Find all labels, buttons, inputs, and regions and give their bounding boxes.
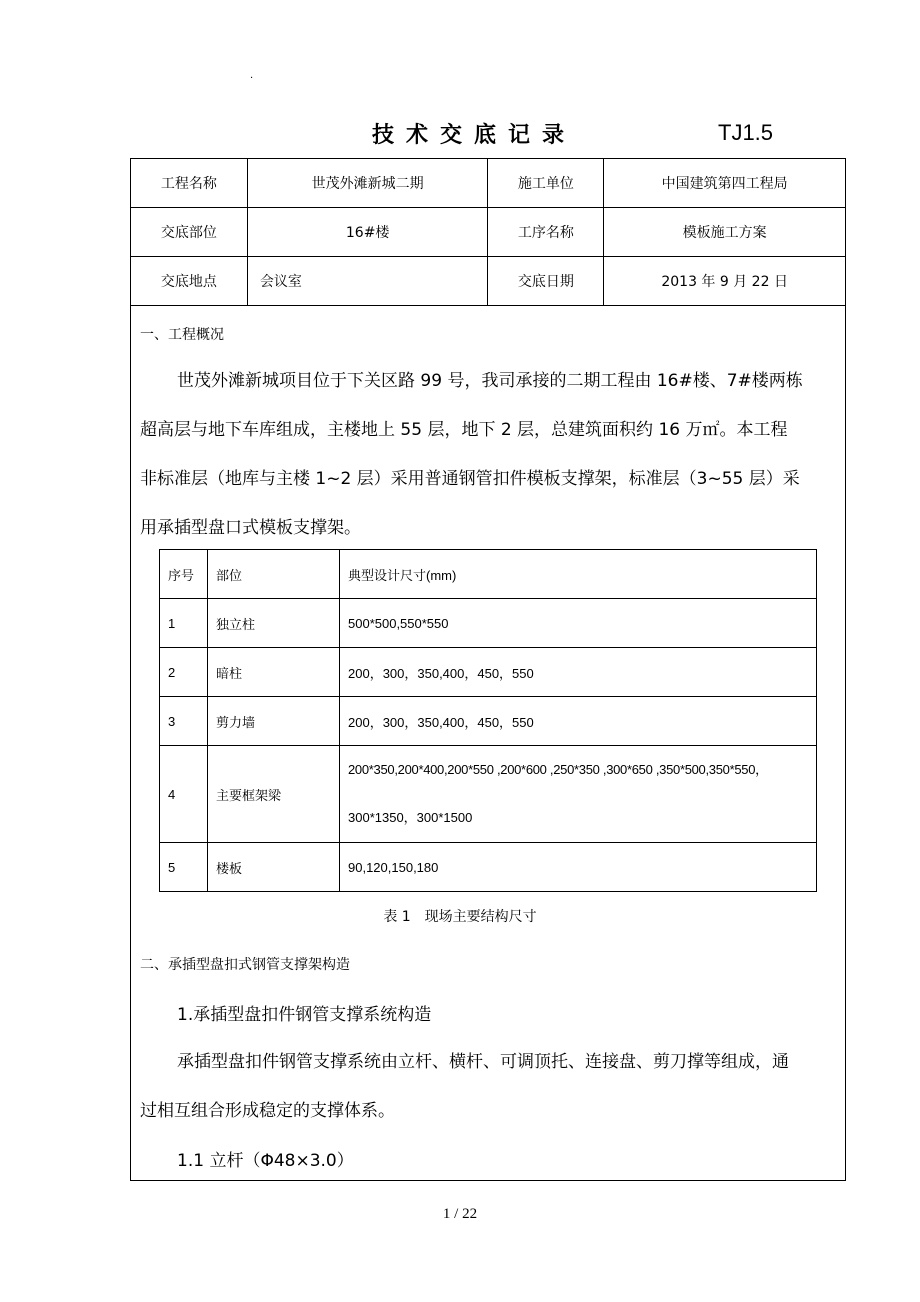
row-size: 500*500,550*550 xyxy=(340,599,817,648)
row-no: 4 xyxy=(160,746,208,843)
row-part: 主要框架梁 xyxy=(208,746,340,843)
title-row xyxy=(0,118,920,158)
contractor-label: 施工单位 xyxy=(488,159,604,208)
row-size: 200，300，350,400，450，550 xyxy=(340,648,817,697)
location-value: 会议室 xyxy=(247,257,488,306)
table-row xyxy=(160,843,817,892)
beam-size-line: 200*350,200*400,200*550 ,200*600 ,250*350 ,300*650 ,350*500,350*550， xyxy=(348,762,768,777)
row-part: 楼板 xyxy=(208,843,340,892)
subsection-heading-1-1: 1.1 立杆（Φ48×3.0） xyxy=(177,1151,354,1171)
beam-size-line: 300*1350，300*1500 xyxy=(348,810,473,825)
part-value: 16#楼 xyxy=(247,208,488,257)
date-value: 2013 年 9 月 22 日 xyxy=(604,257,846,306)
section2-heading: 二、承插型盘扣式钢管支撑架构造 xyxy=(140,957,350,973)
row-no: 3 xyxy=(160,697,208,746)
paragraph-line: 超高层与地下车库组成，主楼地上 55 层，地下 2 层，总建筑面积约 16 万㎡。本工程 xyxy=(140,420,788,440)
document-title: 技术交底记录 xyxy=(372,123,577,148)
document-code: TJ1.5 xyxy=(718,120,774,145)
date-label: 交底日期 xyxy=(488,257,604,306)
contractor-value: 中国建筑第四工程局 xyxy=(604,159,846,208)
paragraph-line: 用承插型盘口式模板支撑架。 xyxy=(140,518,361,538)
subsection-heading: 1.承插型盘扣件钢管支撑系统构造 xyxy=(177,1005,432,1025)
table-caption: 表 1 现场主要结构尺寸 xyxy=(383,909,537,925)
table-header-row xyxy=(160,550,817,599)
info-table xyxy=(130,158,846,306)
project-name-label: 工程名称 xyxy=(131,159,248,208)
table-row xyxy=(160,599,817,648)
process-label: 工序名称 xyxy=(488,208,604,257)
header-size: 典型设计尺寸(mm) xyxy=(340,550,817,599)
table-row xyxy=(160,697,817,746)
dimensions-table xyxy=(159,549,817,892)
info-row xyxy=(131,257,846,306)
page-number: 1 / 22 xyxy=(442,1206,478,1222)
row-no: 2 xyxy=(160,648,208,697)
project-name-value: 世茂外滩新城二期 xyxy=(247,159,488,208)
process-value: 模板施工方案 xyxy=(604,208,846,257)
row-part: 暗柱 xyxy=(208,648,340,697)
row-size xyxy=(340,746,817,843)
section1-paragraph xyxy=(140,357,840,553)
header-dot: . xyxy=(250,70,254,81)
header-no: 序号 xyxy=(160,550,208,599)
info-row xyxy=(131,208,846,257)
paragraph-line: 承插型盘扣件钢管支撑系统由立杆、横杆、可调顶托、连接盘、剪刀撑等组成，通 xyxy=(177,1052,789,1072)
paragraph-line: 非标准层（地库与主楼 1~2 层）采用普通钢管扣件模板支撑架，标准层（3~55 层）采 xyxy=(140,469,800,489)
section2-paragraph xyxy=(140,1038,840,1136)
row-size: 200，300，350,400，450，550 xyxy=(340,697,817,746)
header-part: 部位 xyxy=(208,550,340,599)
part-label: 交底部位 xyxy=(131,208,248,257)
row-no: 1 xyxy=(160,599,208,648)
table-row xyxy=(160,746,817,843)
location-label: 交底地点 xyxy=(131,257,248,306)
row-part: 独立柱 xyxy=(208,599,340,648)
paragraph-line: 世茂外滩新城项目位于下关区路 99 号，我司承接的二期工程由 16#楼、7#楼两栋 xyxy=(177,371,803,391)
info-row xyxy=(131,159,846,208)
table-row xyxy=(160,648,817,697)
row-part: 剪力墙 xyxy=(208,697,340,746)
paragraph-line: 过相互组合形成稳定的支撑体系。 xyxy=(140,1101,395,1121)
section1-heading: 一、工程概况 xyxy=(140,327,224,343)
row-no: 5 xyxy=(160,843,208,892)
row-size: 90,120,150,180 xyxy=(340,843,817,892)
